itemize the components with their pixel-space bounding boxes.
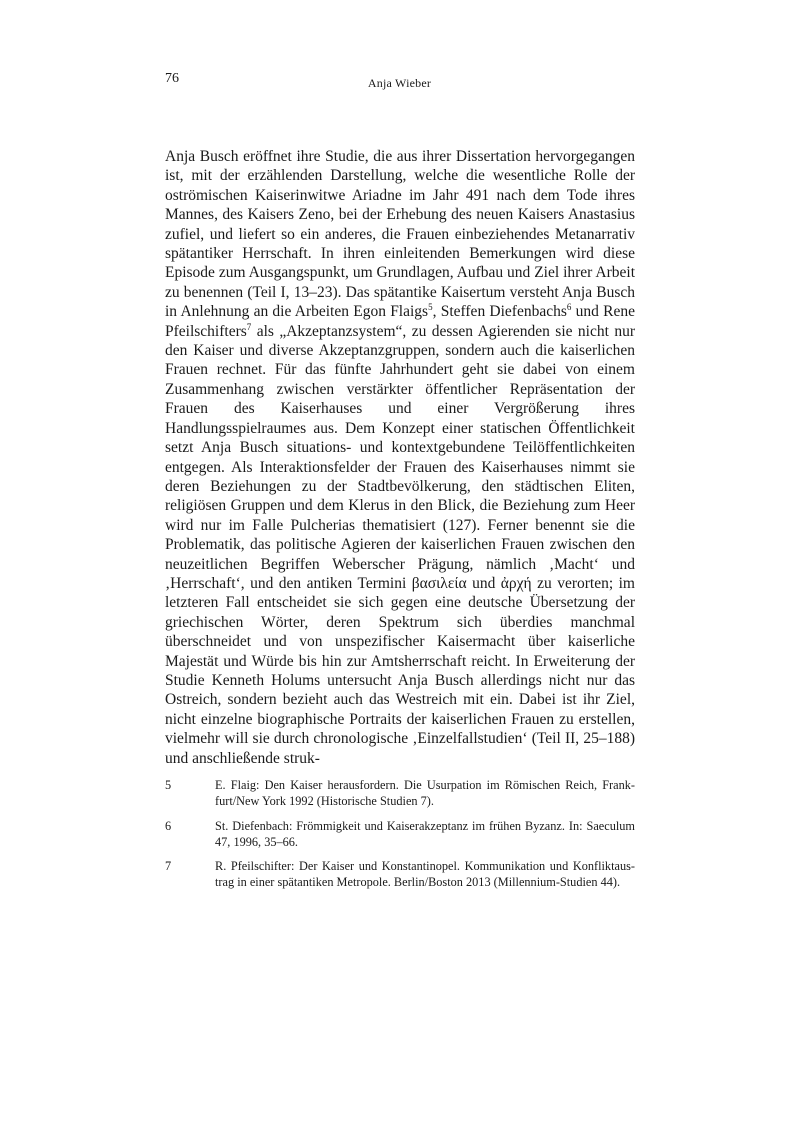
body-text-part-1: Anja Busch eröffnet ihre Studie, die aus ihrer Dissertation hervorgegangen ist, mit der erzählenden Darstellung, welche die wesentliche Rolle der oströmischen Kaiserinwitwe Ariadne im Jahr 491 nach dem Tode ihres Mannes, des Kaisers Zeno, bei der Erhebung des neuen Kaisers Anastasius zufiel, und liefert so ein anderes, die Frauen einbeziehendes Metanarrativ spätantiker Herrschaft. In ihren einleitenden Bemerkungen wird diese Episode zum Ausgangspunkt, um Grundlagen, Aufbau und Ziel ihrer Arbeit zu benennen (Teil I, 13–23). Das spätantike Kaisertum versteht Anja Busch in Anlehnung an die Arbeiten Egon Flaigs xyxy=(165,148,635,321)
body-paragraph xyxy=(165,147,635,768)
body-text-part-2: , Steffen Diefenbachs xyxy=(432,303,567,321)
footnote-text: E. Flaig: Den Kaiser herausfordern. Die Usurpation im Römischen Reich, Frankfurt/New York 1992 (Historische Studien 7). xyxy=(215,778,635,809)
footnote-text: St. Diefenbach: Frömmigkeit und Kaiserakzeptanz im frühen Byzanz. In: Saeculum 47, 1996, 35–66. xyxy=(215,818,635,849)
body-text-part-4: als „Akzeptanzsystem“, zu dessen Agierenden sie nicht nur den Kaiser und diverse Akzeptanzgruppen, sondern auch die kaiserlichen Frauen rechnet. Für das fünfte Jahrhundert geht sie dabei von einem Zusammenhang zwischen verstärkter öffentlicher Repräsentation der Frauen des Kaiserhauses und einer Vergrößerung ihres Handlungsspielraumes aus. Dem Konzept einer statischen Öffentlichkeit setzt Anja Busch situations- und kontextgebundene Teilöffentlichkeiten entgegen. Als Interaktionsfelder der Frauen des Kaiserhauses nimmt sie deren Beziehungen zu der Stadtbevölkerung, den städtischen Eliten, religiösen Gruppen und dem Klerus in den Blick, die Beziehung zum Heer wird nur im Falle Pulcherias thematisiert (127). Ferner benennt sie die Problematik, das politische Agieren der kaiserlichen Frauen zwischen den neuzeitlichen Begriffen Weberscher Prägung, nämlich ‚Macht‘ und ‚Herrschaft‘, und den antiken Termini βασιλεία und ἀρχή zu verorten; im letzteren Fall entscheidet sie sich gegen eine deutsche Übersetzung der griechischen Wörter, deren Spektrum sich überdies manchmal überschneidet und von unspezifischer Kaisermacht über kaiserliche Majestät und Würde bis hin zur Amtsherrschaft reicht. In Erweiterung der Studie Kenneth Holums untersucht Anja Busch allerdings nicht nur das Ostreich, sondern bezieht auch das Westreich mit ein. Dabei ist ihr Ziel, nicht einzelne biographische Portraits der kaiserlichen Frauen zu erstellen, vielmehr will sie durch chronologische ‚Einzelfallstudien‘ (Teil II, 25–188) und anschließende struk- xyxy=(165,322,635,767)
footnote-ref-6[interactable]: 6 xyxy=(566,302,572,313)
footnotes-section xyxy=(165,777,635,899)
footnote-text: R. Pfeilschifter: Der Kaiser und Konstantinopel. Kommunikation und Konfliktaustrag in einer spätantiken Metropole. Berlin/Boston 2013 (Millennium-Studien 44). xyxy=(215,859,635,890)
footnote-ref-5[interactable]: 5 xyxy=(428,302,433,313)
running-head: Anja Wieber xyxy=(367,76,432,90)
body-text-part-3: und Rene Pfeilschifters xyxy=(165,303,635,340)
page-number: 76 xyxy=(165,71,179,86)
footnote-number: 7 xyxy=(165,859,172,874)
footnote-ref-7[interactable]: 7 xyxy=(246,321,252,332)
footnote-5 xyxy=(165,777,635,810)
footnote-number: 5 xyxy=(165,778,172,792)
footnote-number: 6 xyxy=(165,818,172,833)
footnote-7 xyxy=(165,858,635,891)
footnote-6 xyxy=(165,818,635,851)
